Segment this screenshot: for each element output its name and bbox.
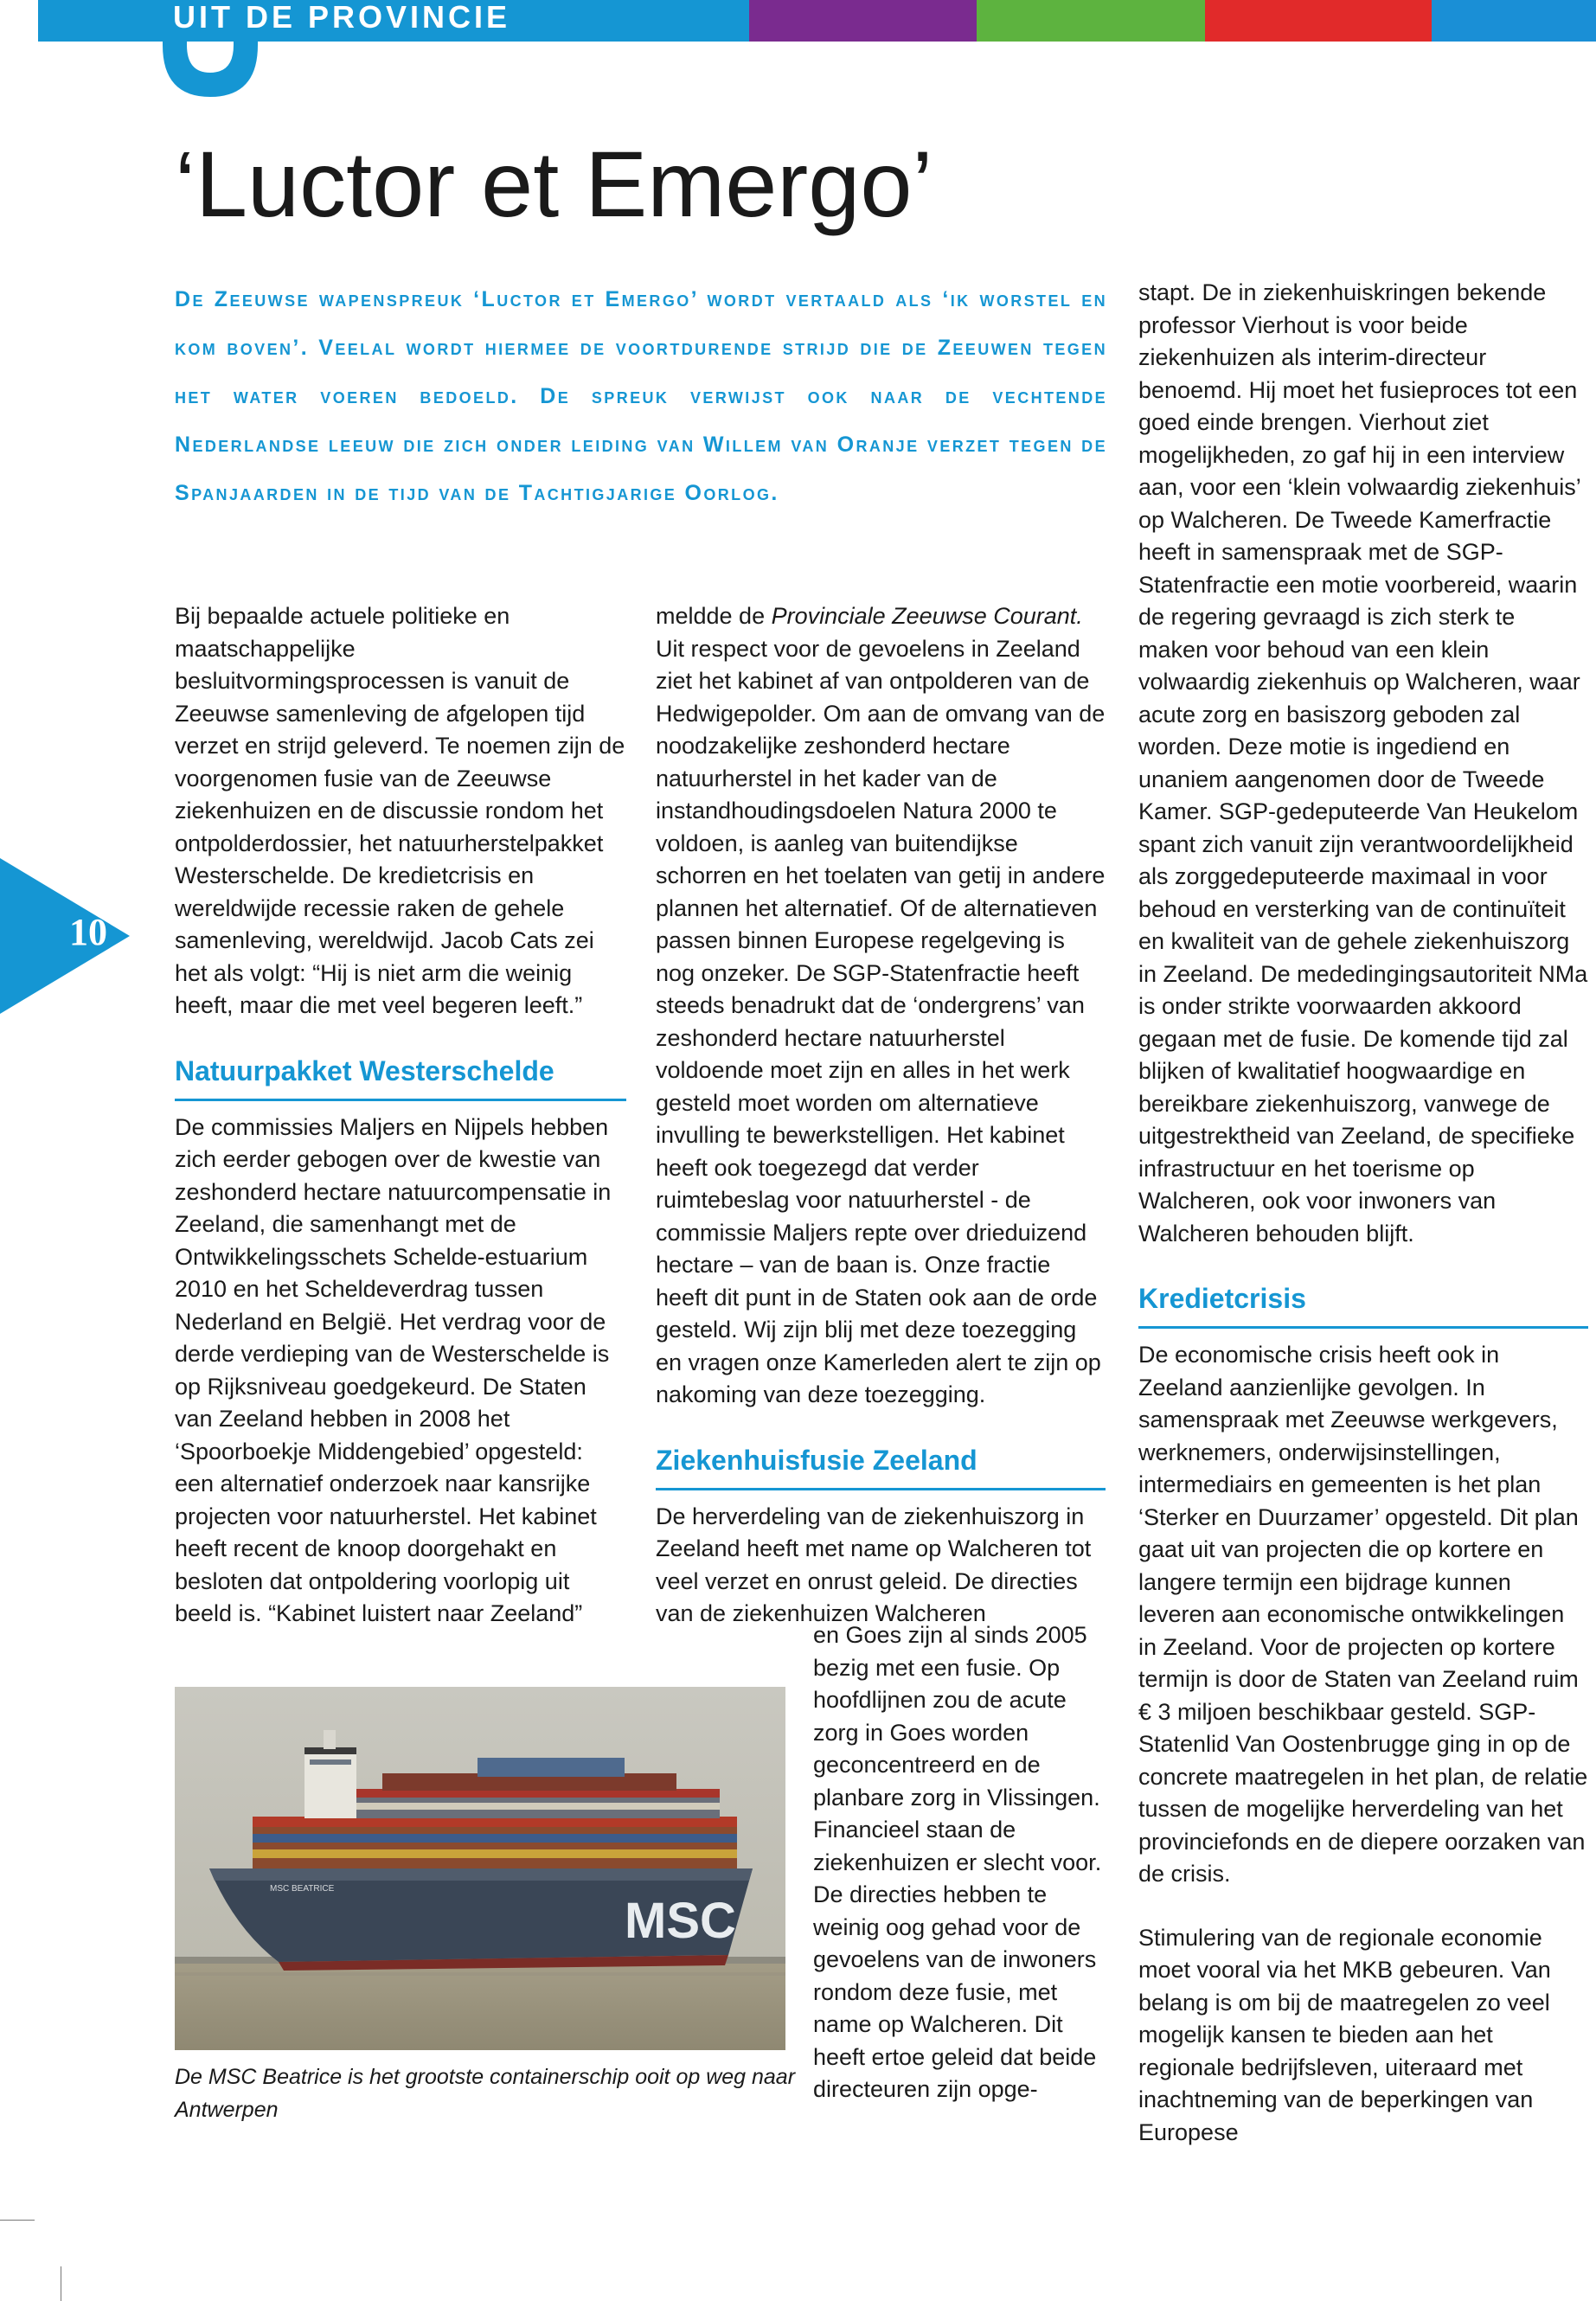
paragraph: meldde de Provinciale Zeeuwse Courant. Uit respect voor de gevoelens in Zeeland ziet het kabinet af van ontpolderen van de Hedwigepolder. Om aan de omvang van de noodzakelijke zeshonderd hectare natuurherstel in het kader van de instandhoudingsdoelen Natura 2000 te voldoen, is aanleg van buitendijkse schorren en het toelaten van getij in andere plannen het alternatief. Of de alternatieven passen binnen Europese regelgeving is nog onzeker. De SGP-Statenfractie heeft steeds benadrukt dat de ‘ondergrens’ van zeshonderd hectare natuurherstel voldoende moet zijn en alles in het werk gesteld moet worden om alternatieve invulling te bewerkstelligen. Het kabinet heeft ook toegezegd dat verder ruimtebeslag voor natuurherstel - de commissie Maljers repte over drieduizend hectare – van de baan is. Onze fractie heeft dit punt in de Staten ook aan de orde gesteld. Wij zijn blij met deze toezegging en vragen onze Kamerleden alert te zijn op nakoming van deze toezegging. <box>656 603 1106 1407</box>
paragraph: De herverdeling van de ziekenhuiszorg in Zeeland heeft met name op Walcheren tot veel verzet en onrust geleid. De directies van de ziekenhuizen Walcheren <box>656 1503 1092 1626</box>
section-label: UIT DE PROVINCIE <box>173 0 511 35</box>
ship-hull <box>209 1868 753 1971</box>
column-1 <box>175 600 626 1631</box>
article-title: ‘Luctor et Emergo’ <box>175 131 933 236</box>
ship-name-lettering: MSC BEATRICE <box>270 1884 335 1894</box>
ship-photo <box>175 1687 785 2050</box>
color-segment-purple <box>749 0 977 42</box>
column-3 <box>1138 277 1588 2149</box>
paragraph: De commissies Maljers en Nijpels hebben zich eerder gebogen over de kwestie van zeshonderd hectare natuurcompensatie in Zeeland, die samenhangt met de Ontwikkelingsschets Schelde-estuarium 2010 en het Scheldeverdrag tussen Nederland en België. Het verdrag voor de derde verdieping van de Westerschelde is op Rijksniveau goedgekeurd. De Staten van Zeeland hebben in 2008 het ‘Spoorboekje Middengebied’ opgesteld: een alternatief onderzoek naar kansrijke projecten voor natuurherstel. Het kabinet heeft recent de knoop doorgehakt en besloten dat ontpoldering voorlopig uit beeld is. “Kabinet luistert naar Zeeland” <box>175 1113 612 1626</box>
color-segment-blue-2 <box>1432 0 1596 42</box>
paragraph: Stimulering van de regionale economie moet vooral via het MKB gebeuren. Van belang is om bij de maatregelen zo veel mogelijk kansen te bieden aan het regionale bedrijfsleven, uiteraard met inachtneming van de beperkingen van Europese <box>1138 1924 1551 2145</box>
article-lead: De Zeeuwse wapenspreuk ‘Luctor et Emergo’ wordt vertaald als ‘ik worstel en kom boven’. Veelal wordt hiermee de voortdurende strijd die de Zeeuwen tegen het water voeren bedoeld. De spreuk verwijst ook naar de vechtende Nederlandse leeuw die zich onder leiding van Willem van Oranje verzet tegen de Spanjaarden in de tijd van de Tachtigjarige Oorlog. <box>175 287 1107 505</box>
paragraph: stapt. De in ziekenhuiskringen bekende professor Vierhout is voor beide ziekenhuizen als interim-directeur benoemd. Hij moet het fusieproces tot een goed einde brengen. Vierhout ziet mogelijkheden, zo gaf hij in een interview aan, voor een ‘klein volwaardig ziekenhuis’ op Walcheren. De Tweede Kamerfractie heeft in samenspraak met de SGP-Statenfractie een motie voorbereid, waarin de regering gevraagd is zich sterk te maken voor behoud van een klein volwaardig ziekenhuis op Walcheren, waar acute zorg en basiszorg geboden zal worden. Deze motie is ingediend en unaniem aangenomen door de Tweede Kamer. SGP-gedeputeerde Van Heukelom spant zich vanuit zijn verantwoordelijkheid als zorggedeputeerde maximaal in voor behoud en versterking van de continuïteit en kwaliteit van de gehele ziekenhuiszorg in Zeeland. De mededingingsautoriteit NMa is onder strikte voorwaarden akkoord gegaan met de fusie. De komende tijd zal blijken of kwalitatief hoogwaardige en bereikbare ziekenhuiszorg, vanwege de uitgestrektheid van Zeeland, de specifieke infrastructuur en het toerisme op Walcheren, ook voor inwoners van Walcheren behouden blijft. <box>1138 279 1588 1247</box>
paragraph: Bij bepaalde actuele politieke en maatschappelijke besluitvormingsprocessen is vanuit de Zeeuwse samenleving de afgelopen tijd verzet en strijd geleverd. Te noemen zijn de voorgenomen fusie van de Zeeuwse ziekenhuizen en de discussie rondom het ontpolderdossier, het natuurherstelpakket Westerschelde. De kredietcrisis en wereldwijde recessie raken de gehele samenleving, wereldwijd. Jacob Cats zei het als volgt: “Hij is niet arm die weinig heeft, maar die met veel begeren leeft.” <box>175 603 625 1018</box>
color-segment-green <box>977 0 1205 42</box>
crop-mark <box>0 2220 35 2221</box>
photo-caption: De MSC Beatrice is het grootste containerschip ooit op weg naar Antwerpen <box>175 2065 796 2122</box>
column-2 <box>656 600 1106 1631</box>
paragraph: en Goes zijn al sinds 2005 bezig met een fusie. Op hoofdlijnen zou de acute zorg in Goes worden geconcentreerd en de planbare zorg in Vlissingen. Financieel staan de ziekenhuizen er slecht voor. De directies hebben te weinig oog gehad voor de gevoelens van de inwoners rondom deze fusie, met name op Walcheren. Dit heeft ertoe geleid dat beide directeuren zijn opge- <box>813 1622 1102 2102</box>
paragraph: De economische crisis heeft ook in Zeeland aanzienlijke gevolgen. In samenspraak met Zeeuwse werkgevers, werknemers, onderwijsinstellingen, intermediairs en gemeenten is het plan ‘Sterker en Duurzamer’ opgesteld. Dit plan gaat uit van projecten die op kortere en langere termijn een bijdrage kunnen leveren aan economische ontwikkelingen in Zeeland. Voor de projecten op kortere termijn is door de Staten van Zeeland ruim € 3 miljoen beschikbaar gesteld. SGP-Statenlid Van Oostenbrugge ging in op de concrete maatregelen in het plan, de relatie tussen de mogelijke herverdeling van het provinciefonds en de diepere oorzaken van de crisis. <box>1138 1342 1588 1887</box>
hull-lettering: MSC <box>625 1893 736 1949</box>
color-segment-red <box>1205 0 1432 42</box>
page-number-triangle <box>0 858 130 1014</box>
subheading-ziekenhuisfusie: Ziekenhuisfusie Zeeland <box>656 1443 1106 1490</box>
subheading-natuurpakket: Natuurpakket Westerschelde <box>175 1054 626 1101</box>
page-number: 10 <box>69 911 107 953</box>
column-2-continued <box>813 1619 1106 2106</box>
subheading-kredietcrisis: Kredietcrisis <box>1138 1281 1588 1329</box>
